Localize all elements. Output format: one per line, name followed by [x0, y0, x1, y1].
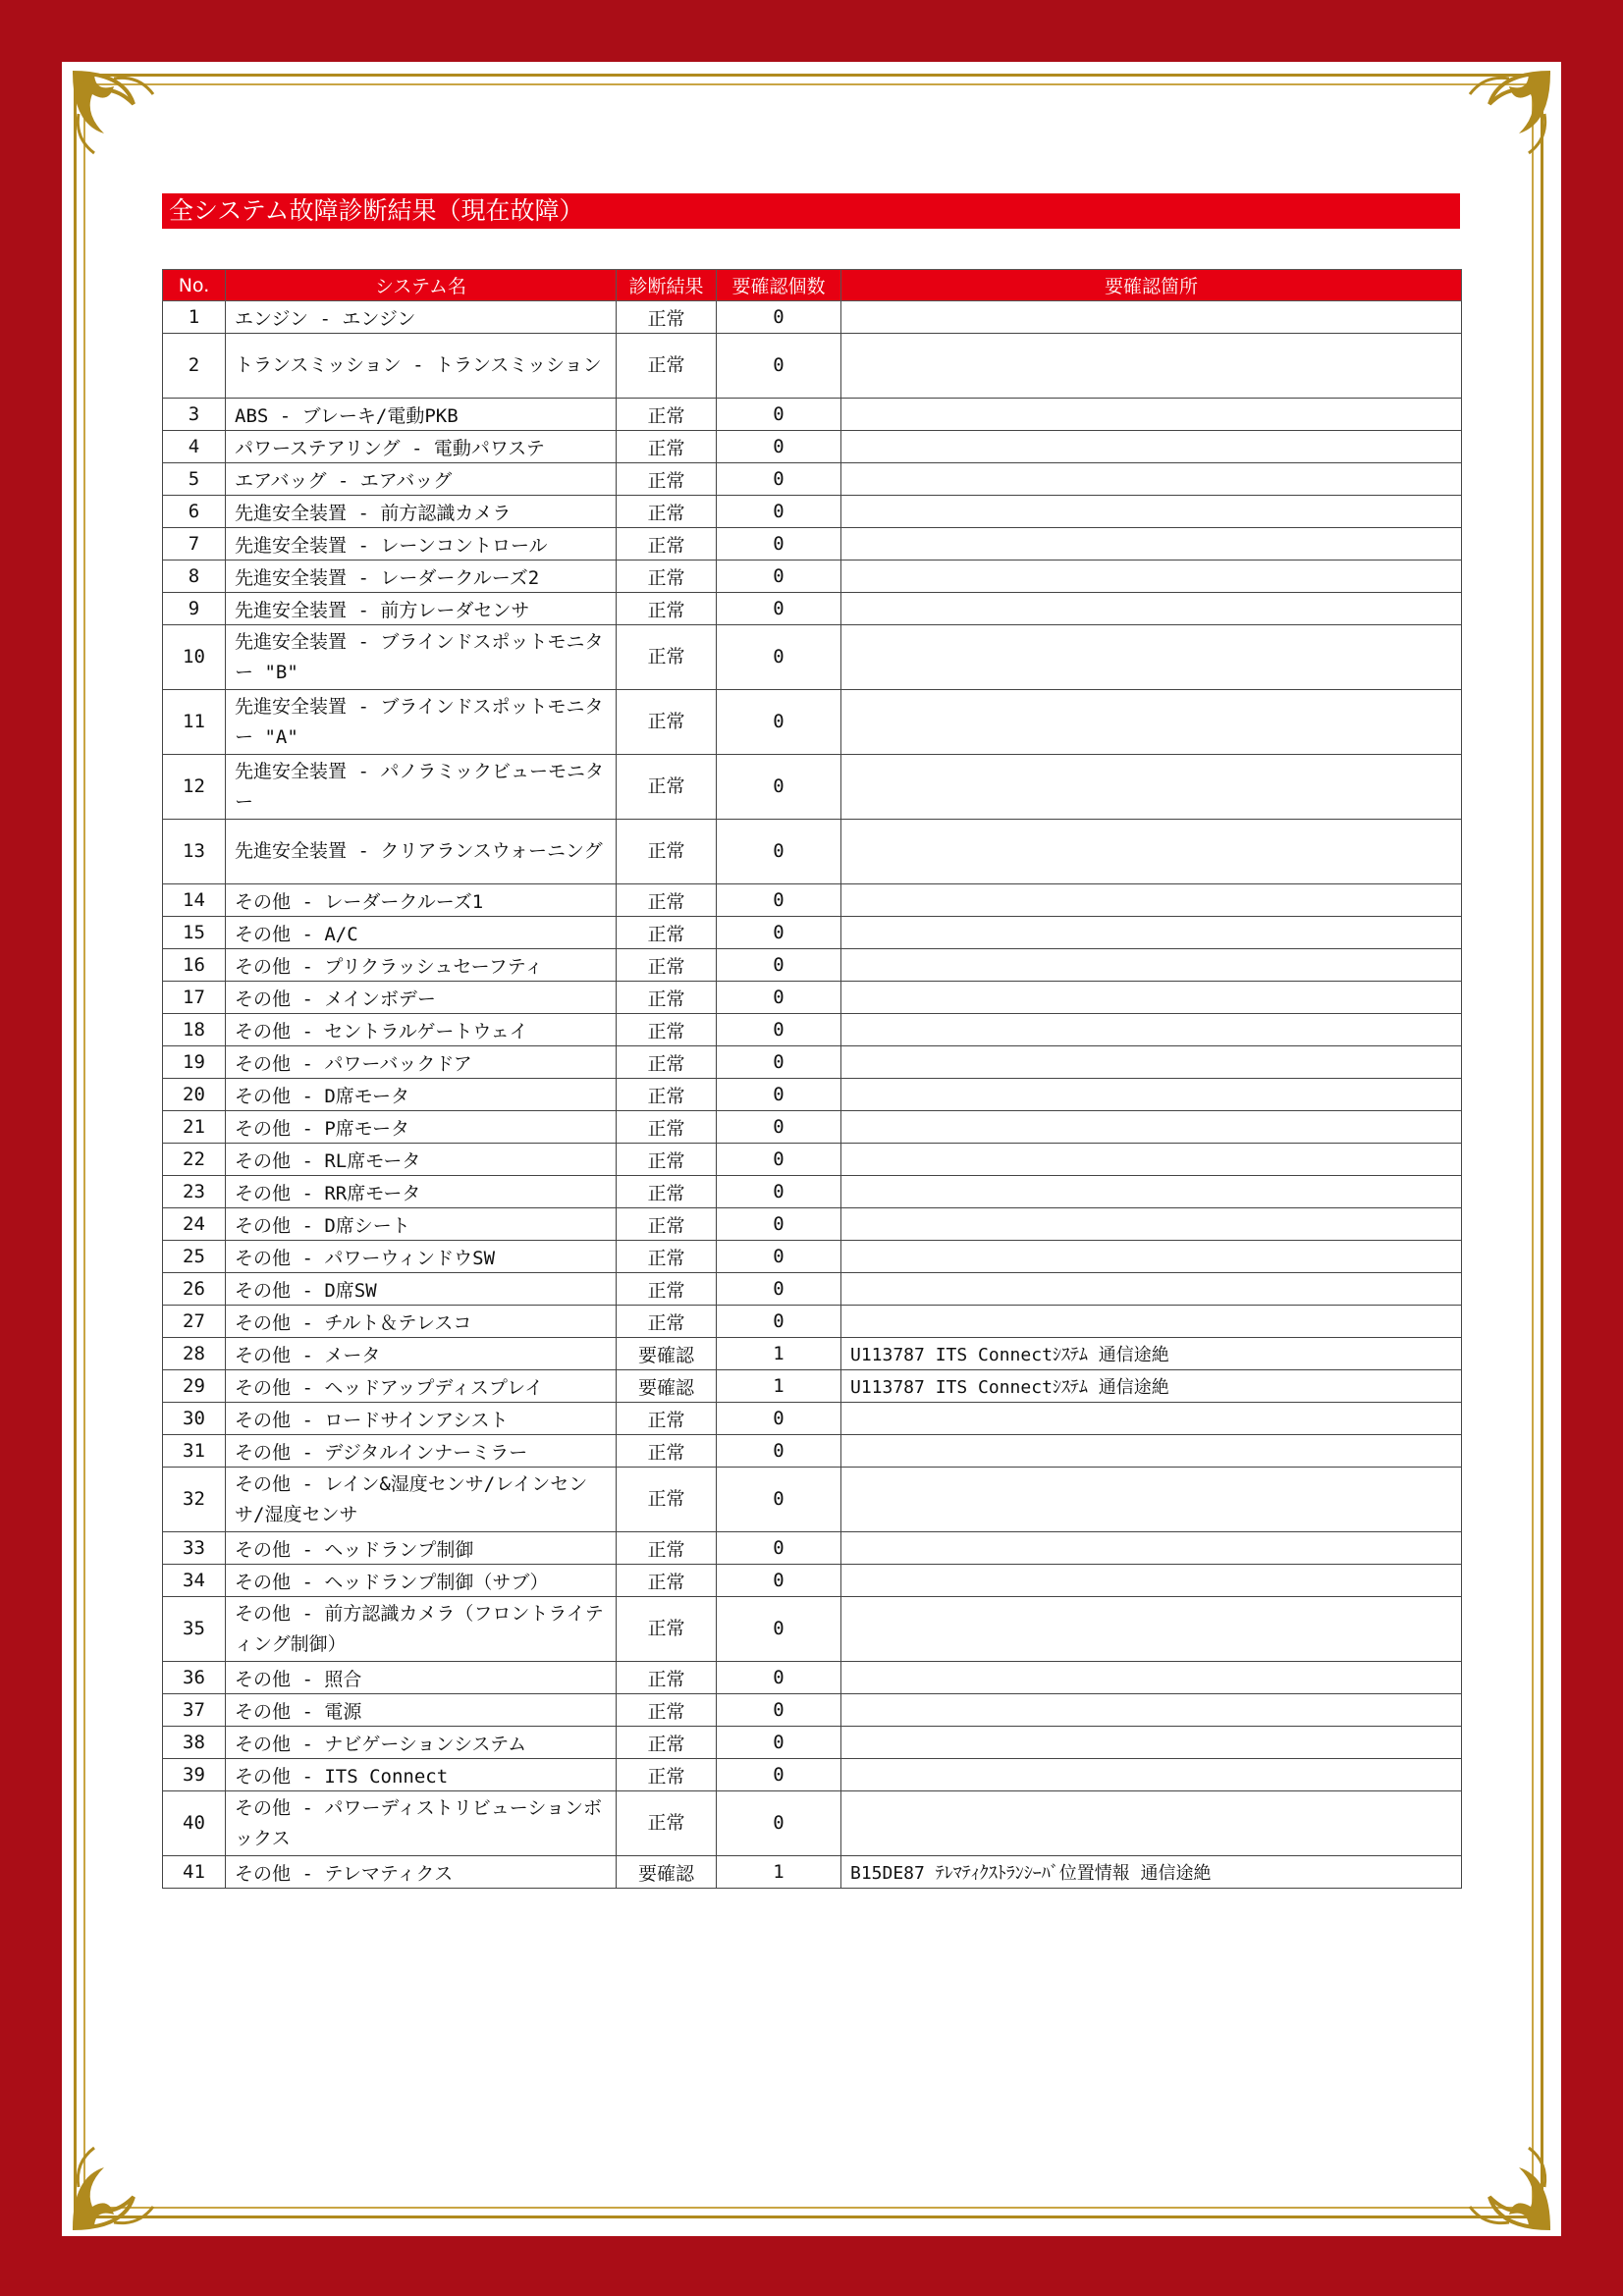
system-name: その他 - ヘッドランプ制御	[226, 1532, 617, 1565]
system-name: その他 - デジタルインナーミラー	[226, 1435, 617, 1468]
system-name: その他 - レーダークルーズ1	[226, 884, 617, 917]
row-number: 17	[163, 982, 226, 1014]
table-row	[163, 690, 1462, 755]
check-count: 0	[717, 1208, 841, 1241]
check-count: 0	[717, 1694, 841, 1727]
diagnosis-result: 正常	[617, 1079, 717, 1111]
row-number: 25	[163, 1241, 226, 1273]
table-row	[163, 820, 1462, 884]
check-count: 0	[717, 1468, 841, 1532]
system-name: その他 - D席SW	[226, 1273, 617, 1306]
table-row	[163, 301, 1462, 334]
row-number: 20	[163, 1079, 226, 1111]
column-header-result: 診断結果	[617, 270, 717, 301]
check-location: U113787 ITS Connectｼｽﾃﾑ 通信途絶	[841, 1370, 1462, 1403]
row-number: 26	[163, 1273, 226, 1306]
row-number: 21	[163, 1111, 226, 1144]
diagnosis-result: 正常	[617, 1468, 717, 1532]
corner-ornament-icon	[65, 65, 163, 163]
table-row	[163, 431, 1462, 463]
check-location	[841, 431, 1462, 463]
row-number: 13	[163, 820, 226, 884]
system-name: その他 - ナビゲーションシステム	[226, 1727, 617, 1759]
check-location	[841, 463, 1462, 496]
check-location	[841, 1727, 1462, 1759]
check-location	[841, 820, 1462, 884]
system-name: その他 - ロードサインアシスト	[226, 1403, 617, 1435]
check-count: 0	[717, 431, 841, 463]
diagnosis-result: 正常	[617, 1111, 717, 1144]
row-number: 9	[163, 593, 226, 625]
diagnosis-result: 正常	[617, 334, 717, 399]
check-location	[841, 593, 1462, 625]
table-row	[163, 1856, 1462, 1889]
row-number: 5	[163, 463, 226, 496]
row-number: 30	[163, 1403, 226, 1435]
row-number: 34	[163, 1565, 226, 1597]
row-number: 33	[163, 1532, 226, 1565]
system-name: その他 - P席モータ	[226, 1111, 617, 1144]
table-row	[163, 1241, 1462, 1273]
diagnosis-result: 要確認	[617, 1338, 717, 1370]
row-number: 10	[163, 625, 226, 690]
system-name: ABS - ブレーキ/電動PKB	[226, 399, 617, 431]
row-number: 40	[163, 1791, 226, 1856]
table-row	[163, 949, 1462, 982]
system-name: その他 - メータ	[226, 1338, 617, 1370]
check-location	[841, 1144, 1462, 1176]
check-count: 1	[717, 1370, 841, 1403]
check-count: 0	[717, 1403, 841, 1435]
diagnosis-result: 正常	[617, 1435, 717, 1468]
system-name: 先進安全装置 - レーンコントロール	[226, 528, 617, 561]
table-row	[163, 1694, 1462, 1727]
check-location	[841, 334, 1462, 399]
check-count: 0	[717, 1597, 841, 1662]
row-number: 11	[163, 690, 226, 755]
check-count: 0	[717, 1176, 841, 1208]
table-row	[163, 561, 1462, 593]
table-row	[163, 884, 1462, 917]
column-header-system: システム名	[226, 270, 617, 301]
check-count: 0	[717, 917, 841, 949]
check-count: 0	[717, 820, 841, 884]
diagnosis-result: 正常	[617, 1176, 717, 1208]
diagnosis-result: 正常	[617, 1306, 717, 1338]
diagnosis-result: 正常	[617, 399, 717, 431]
table-row	[163, 399, 1462, 431]
diagnosis-result: 正常	[617, 1791, 717, 1856]
row-number: 6	[163, 496, 226, 528]
diagnosis-result: 正常	[617, 1046, 717, 1079]
check-count: 1	[717, 1338, 841, 1370]
diagnosis-result: 正常	[617, 431, 717, 463]
table-row	[163, 1208, 1462, 1241]
check-count: 0	[717, 496, 841, 528]
diagnosis-result: 正常	[617, 1597, 717, 1662]
diagnosis-result: 正常	[617, 463, 717, 496]
table-row	[163, 496, 1462, 528]
row-number: 24	[163, 1208, 226, 1241]
table-row	[163, 1176, 1462, 1208]
check-location	[841, 917, 1462, 949]
diagnosis-result: 正常	[617, 690, 717, 755]
check-location	[841, 1791, 1462, 1856]
table-row	[163, 1144, 1462, 1176]
table-row	[163, 1338, 1462, 1370]
column-header-count: 要確認個数	[717, 270, 841, 301]
check-location	[841, 1111, 1462, 1144]
system-name: その他 - セントラルゲートウェイ	[226, 1014, 617, 1046]
system-name: その他 - メインボデー	[226, 982, 617, 1014]
table-row	[163, 1273, 1462, 1306]
corner-ornament-icon	[1460, 2138, 1558, 2236]
diagnosis-result: 正常	[617, 820, 717, 884]
table-row	[163, 1370, 1462, 1403]
diagnosis-result: 正常	[617, 884, 717, 917]
check-count: 0	[717, 593, 841, 625]
check-location	[841, 755, 1462, 820]
check-location	[841, 982, 1462, 1014]
table-row	[163, 1014, 1462, 1046]
diagnosis-result: 正常	[617, 593, 717, 625]
column-header-location: 要確認箇所	[841, 270, 1462, 301]
table-header-row	[163, 270, 1462, 301]
check-location	[841, 301, 1462, 334]
check-count: 0	[717, 463, 841, 496]
row-number: 39	[163, 1759, 226, 1791]
diagnosis-result: 正常	[617, 1565, 717, 1597]
check-location	[841, 399, 1462, 431]
table-row	[163, 1403, 1462, 1435]
check-count: 0	[717, 982, 841, 1014]
system-name: パワーステアリング - 電動パワステ	[226, 431, 617, 463]
table-row	[163, 1046, 1462, 1079]
diagnosis-result: 要確認	[617, 1370, 717, 1403]
table-row	[163, 1111, 1462, 1144]
diagnosis-result: 正常	[617, 1759, 717, 1791]
check-location	[841, 1306, 1462, 1338]
diagnosis-result: 正常	[617, 1694, 717, 1727]
check-location	[841, 690, 1462, 755]
check-count: 0	[717, 399, 841, 431]
diagnosis-result: 正常	[617, 1273, 717, 1306]
row-number: 12	[163, 755, 226, 820]
check-location: B15DE87 ﾃﾚﾏﾃｨｸｽﾄﾗﾝｼｰﾊﾞ位置情報 通信途絶	[841, 1856, 1462, 1889]
system-name: エアバッグ - エアバッグ	[226, 463, 617, 496]
check-location	[841, 1435, 1462, 1468]
diagnosis-result: 正常	[617, 496, 717, 528]
system-name: その他 - レイン&湿度センサ/レインセンサ/湿度センサ	[226, 1468, 617, 1532]
system-name: その他 - 前方認識カメラ（フロントライティング制御）	[226, 1597, 617, 1662]
table-row	[163, 1727, 1462, 1759]
check-location	[841, 949, 1462, 982]
diagnosis-result: 正常	[617, 1241, 717, 1273]
system-name: その他 - パワーディストリビューションボックス	[226, 1791, 617, 1856]
table-row	[163, 982, 1462, 1014]
table-row	[163, 1759, 1462, 1791]
corner-ornament-icon	[1460, 65, 1558, 163]
check-count: 0	[717, 690, 841, 755]
check-count: 0	[717, 1111, 841, 1144]
check-count: 0	[717, 1532, 841, 1565]
system-name: 先進安全装置 - ブラインドスポットモニター "B"	[226, 625, 617, 690]
diagnosis-result: 正常	[617, 301, 717, 334]
system-name: その他 - A/C	[226, 917, 617, 949]
check-location	[841, 1662, 1462, 1694]
row-number: 23	[163, 1176, 226, 1208]
row-number: 2	[163, 334, 226, 399]
row-number: 36	[163, 1662, 226, 1694]
check-location	[841, 625, 1462, 690]
row-number: 8	[163, 561, 226, 593]
table-row	[163, 1662, 1462, 1694]
diagnosis-table	[162, 269, 1462, 1889]
diagnosis-result: 正常	[617, 1403, 717, 1435]
check-count: 0	[717, 1273, 841, 1306]
system-name: その他 - テレマティクス	[226, 1856, 617, 1889]
check-location	[841, 528, 1462, 561]
check-count: 0	[717, 528, 841, 561]
check-location	[841, 1208, 1462, 1241]
system-name: その他 - パワーウィンドウSW	[226, 1241, 617, 1273]
system-name: その他 - パワーバックドア	[226, 1046, 617, 1079]
system-name: 先進安全装置 - ブラインドスポットモニター "A"	[226, 690, 617, 755]
system-name: その他 - RR席モータ	[226, 1176, 617, 1208]
diagnosis-result: 要確認	[617, 1856, 717, 1889]
check-count: 0	[717, 1306, 841, 1338]
row-number: 15	[163, 917, 226, 949]
check-location	[841, 884, 1462, 917]
row-number: 7	[163, 528, 226, 561]
table-row	[163, 528, 1462, 561]
diagnosis-result: 正常	[617, 917, 717, 949]
system-name: 先進安全装置 - 前方レーダセンサ	[226, 593, 617, 625]
check-count: 0	[717, 1435, 841, 1468]
diagnosis-result: 正常	[617, 1144, 717, 1176]
diagnosis-result: 正常	[617, 755, 717, 820]
check-count: 0	[717, 1046, 841, 1079]
check-count: 0	[717, 1662, 841, 1694]
table-row	[163, 1435, 1462, 1468]
check-location	[841, 1273, 1462, 1306]
check-count: 0	[717, 949, 841, 982]
check-count: 0	[717, 334, 841, 399]
system-name: 先進安全装置 - パノラミックビューモニター	[226, 755, 617, 820]
system-name: その他 - プリクラッシュセーフティ	[226, 949, 617, 982]
diagnosis-result: 正常	[617, 1727, 717, 1759]
check-count: 0	[717, 1241, 841, 1273]
system-name: 先進安全装置 - クリアランスウォーニング	[226, 820, 617, 884]
row-number: 1	[163, 301, 226, 334]
check-count: 0	[717, 755, 841, 820]
table-row	[163, 463, 1462, 496]
system-name: その他 - D席シート	[226, 1208, 617, 1241]
diagnosis-result: 正常	[617, 561, 717, 593]
system-name: その他 - RL席モータ	[226, 1144, 617, 1176]
check-count: 0	[717, 301, 841, 334]
check-count: 0	[717, 1014, 841, 1046]
check-location	[841, 1079, 1462, 1111]
row-number: 38	[163, 1727, 226, 1759]
check-count: 0	[717, 1079, 841, 1111]
table-row	[163, 1468, 1462, 1532]
check-count: 0	[717, 561, 841, 593]
diagnosis-result: 正常	[617, 1532, 717, 1565]
table-row	[163, 1597, 1462, 1662]
diagnosis-result: 正常	[617, 1208, 717, 1241]
diagnosis-result: 正常	[617, 1662, 717, 1694]
check-location	[841, 1014, 1462, 1046]
check-location: U113787 ITS Connectｼｽﾃﾑ 通信途絶	[841, 1338, 1462, 1370]
row-number: 29	[163, 1370, 226, 1403]
system-name: その他 - チルト＆テレスコ	[226, 1306, 617, 1338]
table-row	[163, 1306, 1462, 1338]
corner-ornament-icon	[65, 2138, 163, 2236]
table-row	[163, 625, 1462, 690]
check-count: 1	[717, 1856, 841, 1889]
row-number: 19	[163, 1046, 226, 1079]
system-name: その他 - 照合	[226, 1662, 617, 1694]
system-name: エンジン - エンジン	[226, 301, 617, 334]
row-number: 14	[163, 884, 226, 917]
row-number: 41	[163, 1856, 226, 1889]
check-location	[841, 496, 1462, 528]
row-number: 37	[163, 1694, 226, 1727]
row-number: 3	[163, 399, 226, 431]
system-name: トランスミッション - トランスミッション	[226, 334, 617, 399]
check-count: 0	[717, 625, 841, 690]
check-count: 0	[717, 1144, 841, 1176]
system-name: 先進安全装置 - 前方認識カメラ	[226, 496, 617, 528]
system-name: その他 - 電源	[226, 1694, 617, 1727]
row-number: 22	[163, 1144, 226, 1176]
table-row	[163, 593, 1462, 625]
check-count: 0	[717, 1759, 841, 1791]
check-location	[841, 1046, 1462, 1079]
table-row	[163, 917, 1462, 949]
table-row	[163, 755, 1462, 820]
table-row	[163, 1079, 1462, 1111]
row-number: 31	[163, 1435, 226, 1468]
diagnosis-result: 正常	[617, 528, 717, 561]
diagnosis-result: 正常	[617, 982, 717, 1014]
check-location	[841, 1532, 1462, 1565]
row-number: 18	[163, 1014, 226, 1046]
check-count: 0	[717, 1565, 841, 1597]
diagnosis-result: 正常	[617, 625, 717, 690]
system-name: その他 - ITS Connect	[226, 1759, 617, 1791]
system-name: 先進安全装置 - レーダークルーズ2	[226, 561, 617, 593]
check-location	[841, 1468, 1462, 1532]
check-location	[841, 1403, 1462, 1435]
check-location	[841, 1565, 1462, 1597]
row-number: 35	[163, 1597, 226, 1662]
check-count: 0	[717, 1727, 841, 1759]
check-location	[841, 1759, 1462, 1791]
report-title: 全システム故障診断結果（現在故障）	[162, 193, 1460, 229]
check-location	[841, 1694, 1462, 1727]
row-number: 16	[163, 949, 226, 982]
row-number: 32	[163, 1468, 226, 1532]
system-name: その他 - ヘッドランプ制御（サブ）	[226, 1565, 617, 1597]
column-header-no: No.	[163, 270, 226, 301]
row-number: 28	[163, 1338, 226, 1370]
check-count: 0	[717, 1791, 841, 1856]
check-location	[841, 1176, 1462, 1208]
table-row	[163, 1791, 1462, 1856]
diagnosis-result: 正常	[617, 949, 717, 982]
row-number: 27	[163, 1306, 226, 1338]
check-count: 0	[717, 884, 841, 917]
system-name: その他 - D席モータ	[226, 1079, 617, 1111]
check-location	[841, 1597, 1462, 1662]
table-row	[163, 334, 1462, 399]
system-name: その他 - ヘッドアップディスプレイ	[226, 1370, 617, 1403]
table-row	[163, 1565, 1462, 1597]
table-row	[163, 1532, 1462, 1565]
check-location	[841, 1241, 1462, 1273]
diagnosis-result: 正常	[617, 1014, 717, 1046]
check-location	[841, 561, 1462, 593]
row-number: 4	[163, 431, 226, 463]
